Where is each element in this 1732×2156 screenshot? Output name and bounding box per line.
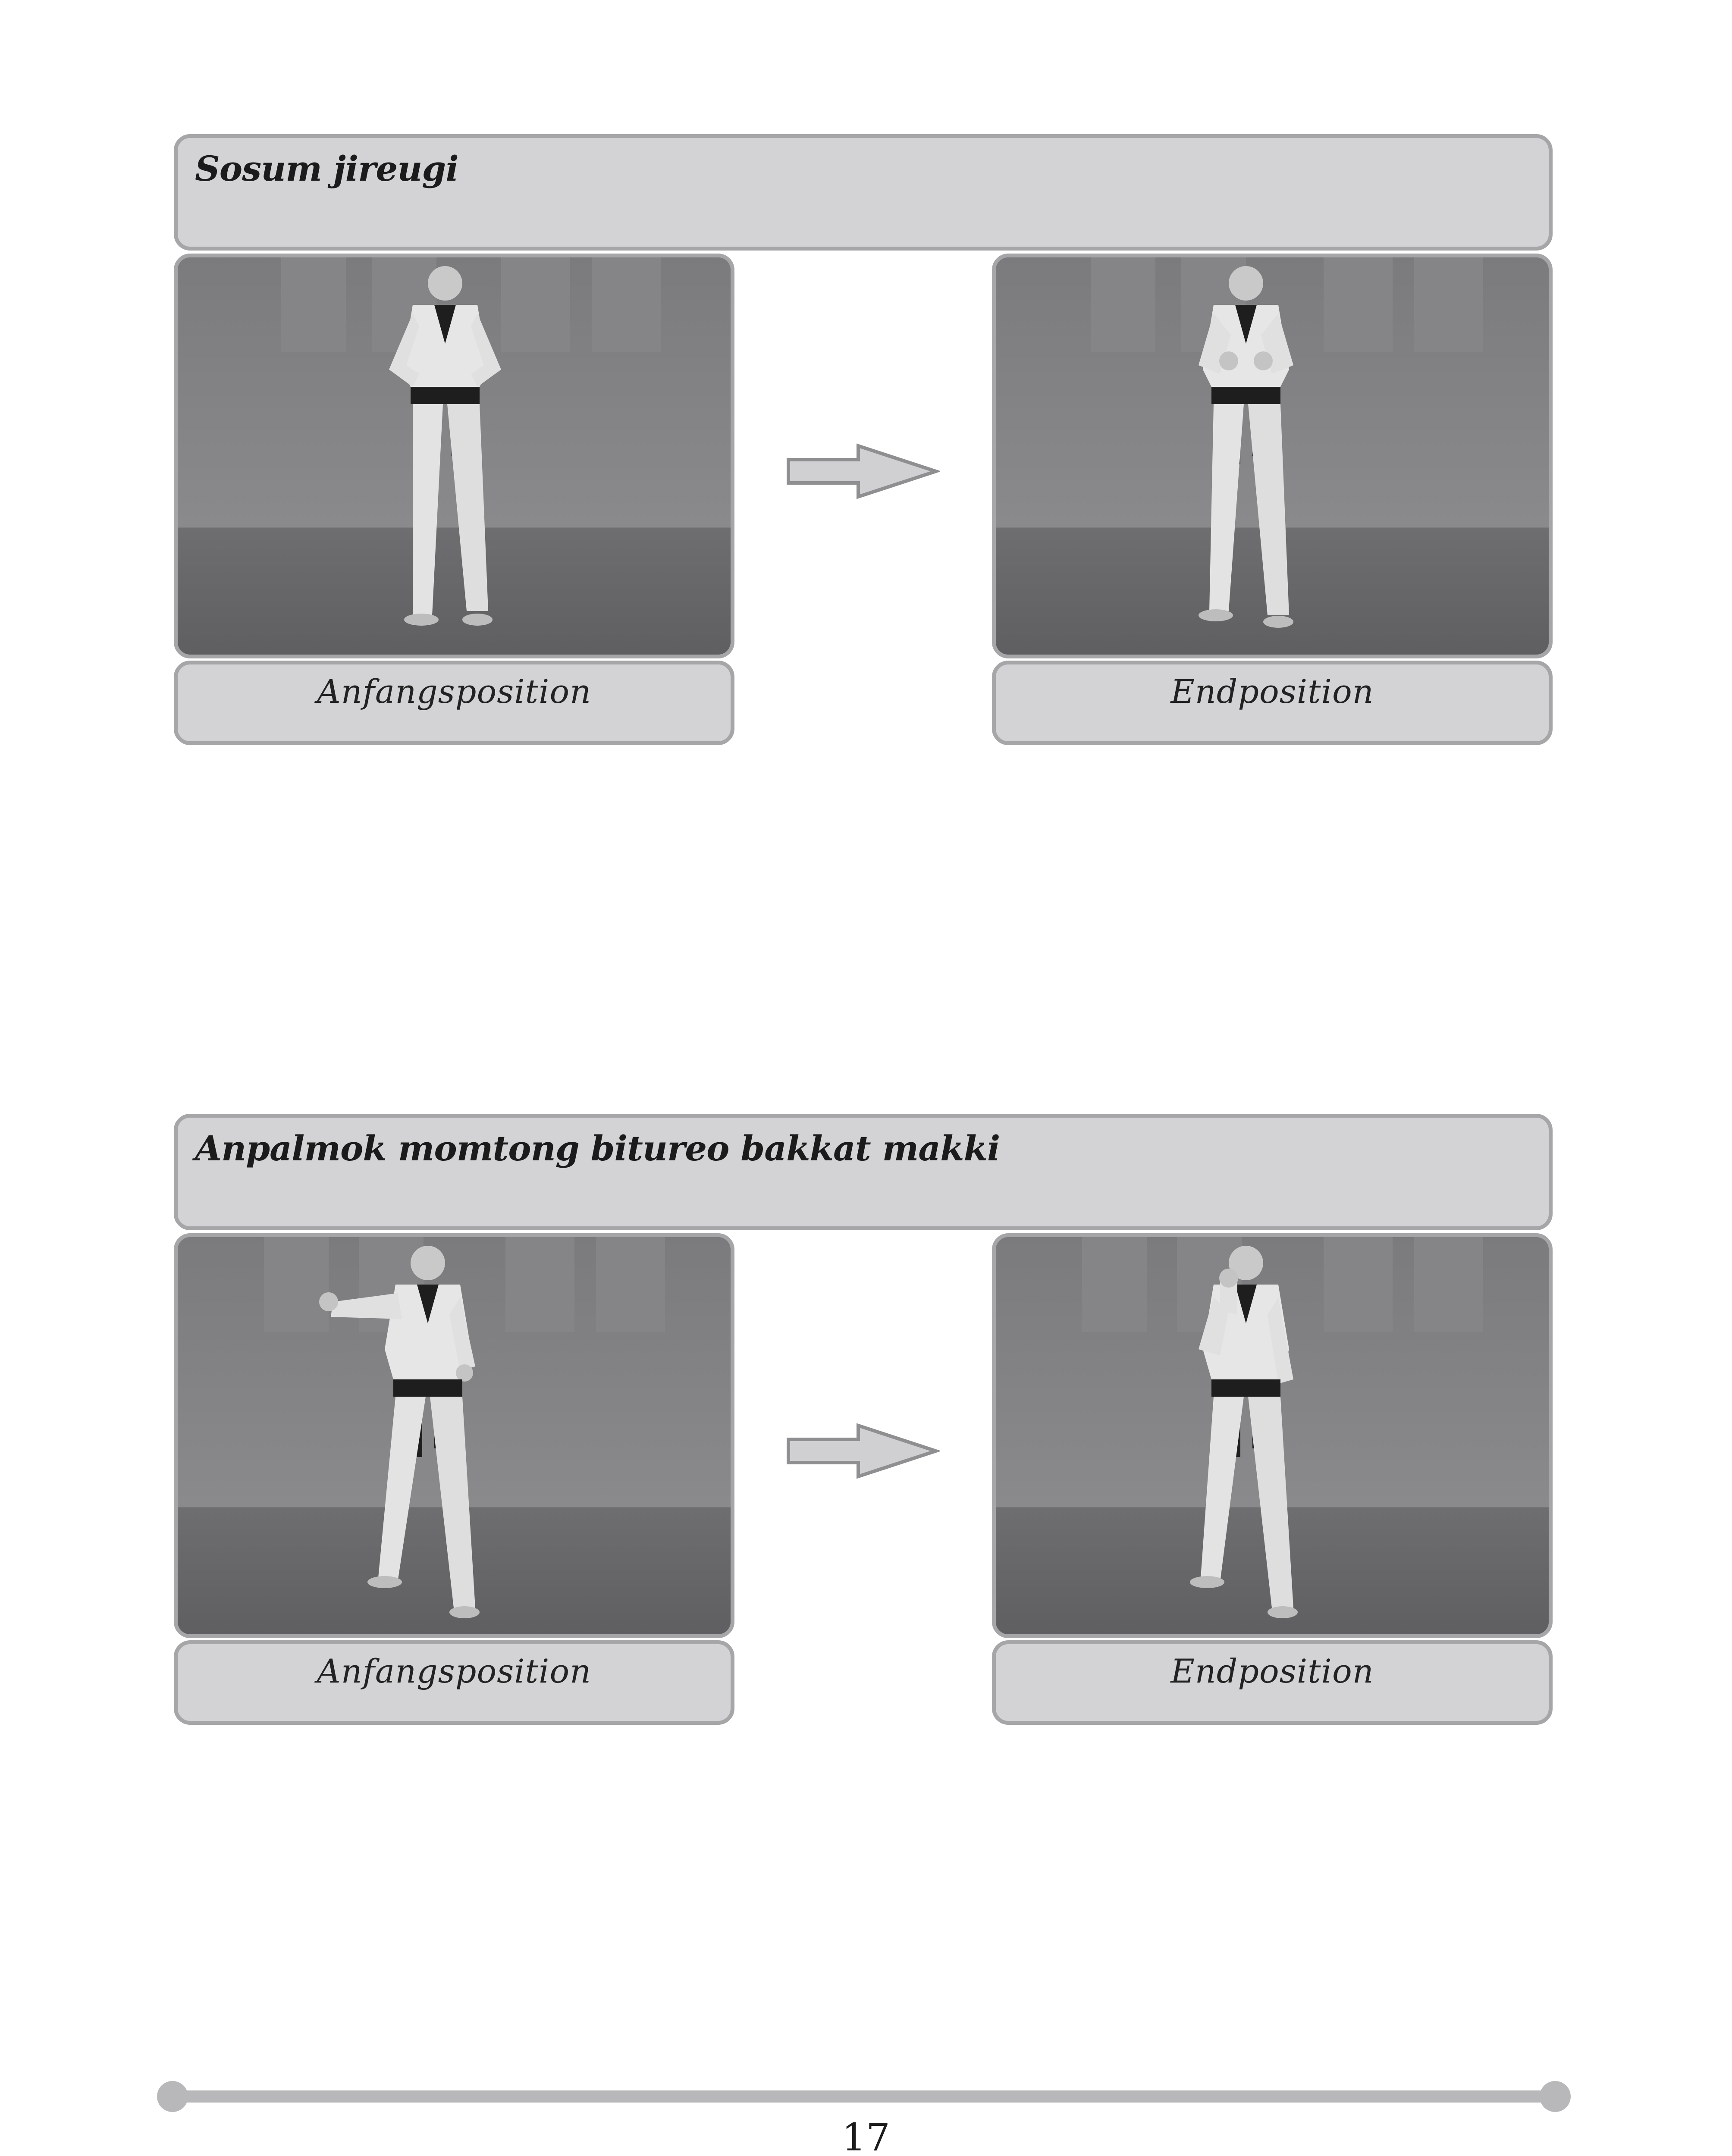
start-position-caption-box xyxy=(174,661,734,745)
technique-section-1 xyxy=(0,0,1732,992)
arrow-right-icon xyxy=(785,443,940,499)
start-position-caption: Anfangsposition xyxy=(317,1652,592,1690)
start-position-photo xyxy=(174,254,734,658)
technique-title-box xyxy=(174,1114,1553,1230)
footer-rule-right-dot xyxy=(1540,2081,1571,2112)
technique-title-box xyxy=(174,134,1553,251)
arrow-right-icon xyxy=(785,1423,940,1479)
footer-rule xyxy=(170,2090,1560,2103)
end-position-caption-box xyxy=(992,1640,1553,1725)
technique-title: Sosum jireugi xyxy=(195,148,458,189)
end-position-caption: Endposition xyxy=(1170,1652,1374,1690)
martial-artist-photo-illustration xyxy=(996,257,1549,655)
start-position-caption-box xyxy=(174,1640,734,1725)
technique-section-2 xyxy=(0,980,1732,1971)
footer-rule-left-dot xyxy=(157,2081,188,2112)
end-position-photo xyxy=(992,1233,1553,1638)
technique-title: Anpalmok momtong bitureo bakkat makki xyxy=(195,1128,1000,1169)
start-position-caption: Anfangsposition xyxy=(317,672,592,711)
martial-artist-photo-illustration xyxy=(178,1237,731,1634)
end-position-caption: Endposition xyxy=(1170,672,1374,711)
end-position-photo xyxy=(992,254,1553,658)
end-position-caption-box xyxy=(992,661,1553,745)
martial-artist-photo-illustration xyxy=(996,1237,1549,1634)
page-number: 17 xyxy=(842,2115,890,2156)
start-position-photo xyxy=(174,1233,734,1638)
martial-artist-photo-illustration xyxy=(178,257,731,655)
